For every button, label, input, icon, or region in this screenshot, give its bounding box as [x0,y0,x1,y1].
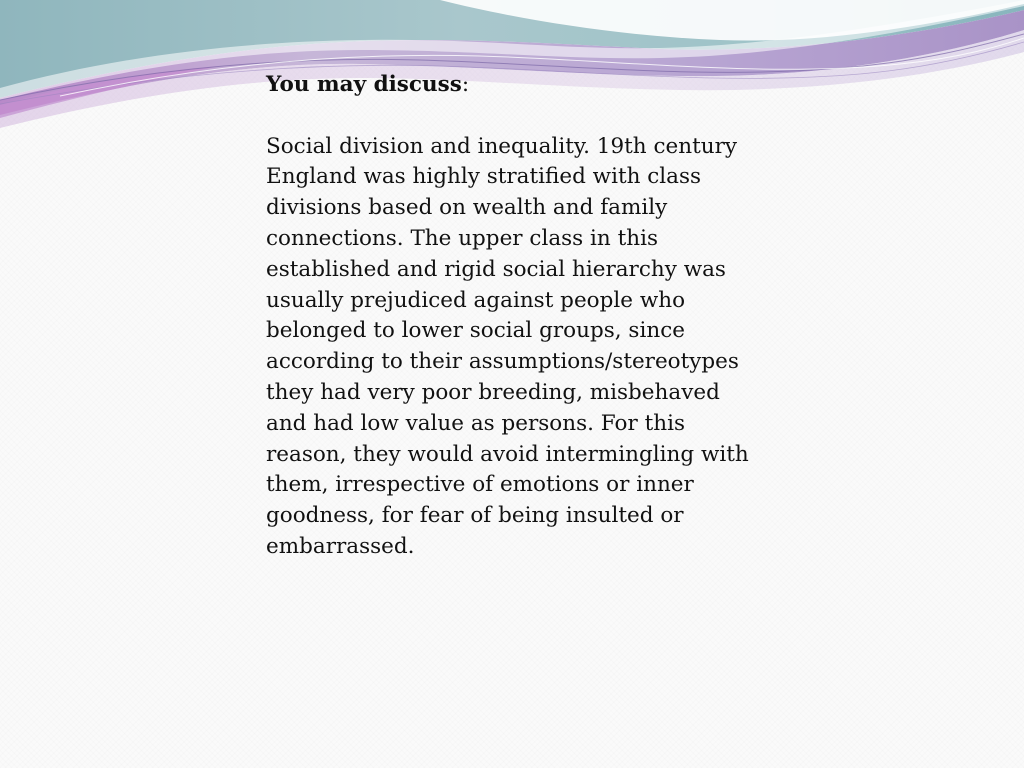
body-line: England was highly stratified with class [266,164,702,190]
heading-label: You may discuss [266,72,462,97]
body-line: usually prejudiced against people who [266,287,686,313]
body-line: divisions based on wealth and family [266,195,668,221]
body-line: and had low value as persons. For this [266,410,685,436]
heading-colon: : [461,72,470,97]
body-line: Social division and inequality. 19th century [266,133,738,159]
body-line: belonged to lower social groups, since [266,318,685,344]
body-line: according to their assumptions/stereotypes [266,349,739,375]
spacer [266,101,766,132]
body-line: embarrassed. [266,533,415,559]
body-line: reason, they would avoid intermingling with [266,441,749,467]
body-line: connections. The upper class in this [266,225,658,251]
body-line: goodness, for fear of being insulted or [266,503,684,529]
body-line: established and rigid social hierarchy was [266,256,726,282]
body-paragraph [266,132,766,563]
heading [266,70,766,101]
body-line: them, irrespective of emotions or inner [266,472,694,498]
body-line: they had very poor breeding, misbehaved [266,379,720,405]
slide-content [266,70,766,563]
